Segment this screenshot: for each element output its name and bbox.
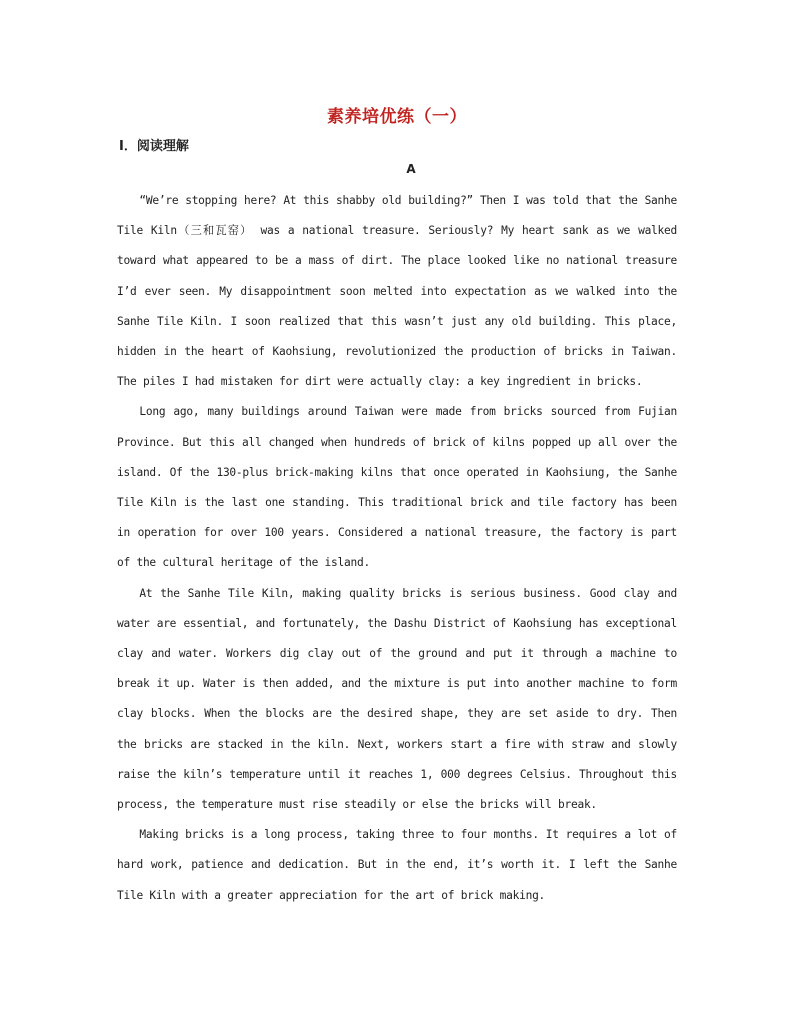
reading-passage	[117, 186, 677, 911]
passage-label: A	[406, 162, 416, 176]
paragraph-3: At the Sanhe Tile Kiln, making quality bricks is serious business. Good clay and water are essential, and fortunately, the Dashu District of Kaohsiung has exceptional clay and water. Workers dig clay out of the ground and put it through a machine to break it up. Water is then added, and the mixture is put into another machine to form clay blocks. When the blocks are the desired shape, they are set aside to dry. Then the bricks are stacked in the kiln. Next, workers start a fire with straw and slowly raise the kiln’s temperature until it reaches 1, 000 degrees Celsius. Throughout this process, the temperature must rise steadily or else the bricks will break.	[117, 586, 677, 812]
paragraph-4: Making bricks is a long process, taking three to four months. It requires a lot of hard work, patience and dedication. But in the end, it’s worth it. I left the Sanhe Tile Kiln with a greater appreciation for the art of brick making.	[117, 828, 677, 902]
section-heading: Ⅰ．阅读理解	[119, 139, 189, 154]
paragraph-2: Long ago, many buildings around Taiwan were made from bricks sourced from Fujian Province. But this all changed when hundreds of brick of kilns popped up all over the island. Of the 130-plus brick-making kilns that once operated in Kaohsiung, the Sanhe Tile Kiln is the last one standing. This traditional brick and tile factory has been in operation for over 100 years. Considered a national treasure, the factory is part of the cultural heritage of the island.	[117, 405, 677, 570]
page-title: 素养培优练（一）	[327, 107, 467, 127]
paragraph-1: “We’re stopping here? At this shabby old building?” Then I was told that the Sanhe Tile Kiln（三和瓦窑） was a national treasure. Seriously? My heart sank as we walked toward what appeared to be a mass of dirt. The place looked like no national treasure I’d ever seen. My disappointment soon melted into expectation as we walked into the Sanhe Tile Kiln. I soon realized that this wasn’t just any old building. This place, hidden in the heart of Kaohsiung, revolutionized the production of bricks in Taiwan. The piles I had mistaken for dirt were actually clay: a key ingredient in bricks.	[117, 194, 677, 389]
